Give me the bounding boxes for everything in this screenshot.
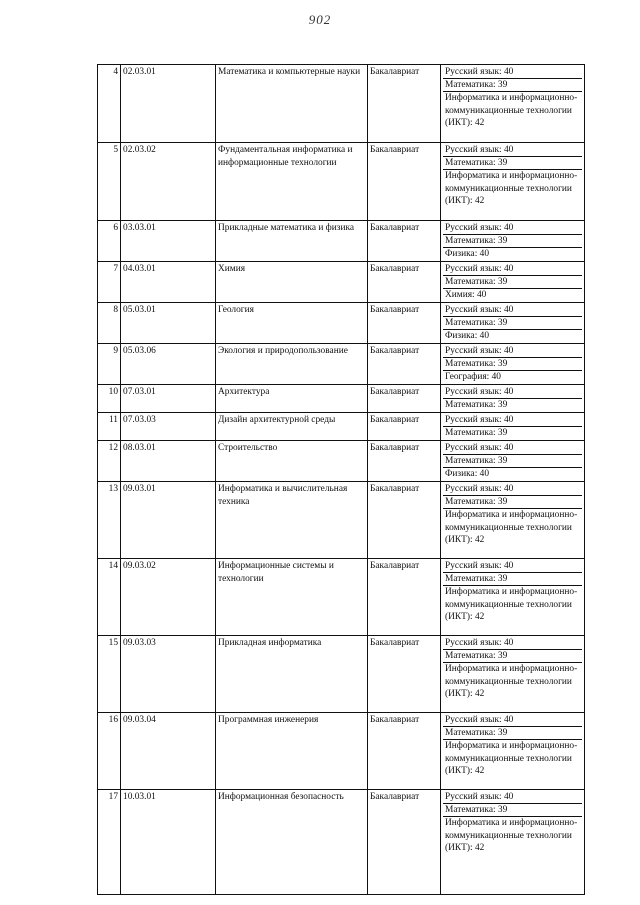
table-row: [98, 344, 585, 385]
education-level: Бакалавриат: [368, 790, 441, 895]
exam-requirement: Математика: 39: [443, 275, 582, 288]
table-row: [98, 143, 585, 221]
exam-requirement: Русский язык: 40: [445, 484, 514, 494]
specialty-code: 07.03.01: [121, 385, 216, 413]
education-level: Бакалавриат: [368, 441, 441, 482]
table-row: [98, 441, 585, 482]
exam-requirement: Математика: 39: [443, 726, 582, 739]
education-level: Бакалавриат: [368, 636, 441, 713]
exam-requirement: Информатика и информационно-коммуникационные технологии (ИКТ): 42: [443, 662, 582, 701]
exam-requirement: Русский язык: 40: [445, 443, 514, 453]
table-row: [98, 636, 585, 713]
specialty-code: 05.03.06: [121, 344, 216, 385]
exam-requirement: Физика: 40: [443, 467, 582, 480]
education-level: Бакалавриат: [368, 559, 441, 636]
row-number: 13: [98, 482, 121, 559]
page-number: 902: [308, 12, 332, 27]
row-number: 10: [98, 385, 121, 413]
specialty-name: Геология: [216, 303, 368, 344]
table-row: [98, 221, 585, 262]
exam-requirement: Математика: 39: [443, 234, 582, 247]
exam-requirement: Физика: 40: [443, 329, 582, 342]
exam-requirement: Информатика и информационно-коммуникационные технологии (ИКТ): 42: [443, 585, 582, 624]
specialty-code: 08.03.01: [121, 441, 216, 482]
specialty-name: Прикладные математика и физика: [216, 221, 368, 262]
table-row: [98, 482, 585, 559]
table-row: [98, 262, 585, 303]
exam-requirement: Русский язык: 40: [445, 67, 514, 77]
exam-requirement: Информатика и информационно-коммуникационные технологии (ИКТ): 42: [443, 816, 582, 855]
education-level: Бакалавриат: [368, 303, 441, 344]
exam-list: [441, 303, 585, 344]
exam-list: [441, 559, 585, 636]
exam-requirement: Информатика и информационно-коммуникационные технологии (ИКТ): 42: [443, 739, 582, 778]
row-number: 7: [98, 262, 121, 303]
specialty-name: Архитектура: [216, 385, 368, 413]
row-number: 9: [98, 344, 121, 385]
specialty-name: Математика и компьютерные науки: [216, 65, 368, 143]
exam-list: [441, 713, 585, 790]
exam-list: [441, 482, 585, 559]
education-level: Бакалавриат: [368, 65, 441, 143]
exam-list: [441, 221, 585, 262]
specialty-code: 09.03.02: [121, 559, 216, 636]
specialty-code: 02.03.02: [121, 143, 216, 221]
exam-requirement: Русский язык: 40: [445, 387, 514, 397]
specialty-code: 10.03.01: [121, 790, 216, 895]
table-row: [98, 413, 585, 441]
exam-requirement: Физика: 40: [443, 247, 582, 260]
specialty-name: Программная инженерия: [216, 713, 368, 790]
specialty-name: Фундаментальная информатика и информационные технологии: [216, 143, 368, 221]
table-row: [98, 385, 585, 413]
row-number: 4: [98, 65, 121, 143]
exam-requirement: Математика: 39: [443, 572, 582, 585]
specialty-code: 09.03.03: [121, 636, 216, 713]
exam-requirement: Русский язык: 40: [445, 792, 514, 802]
table-row: [98, 790, 585, 895]
exam-requirement: Русский язык: 40: [445, 264, 514, 274]
specialty-code: 05.03.01: [121, 303, 216, 344]
row-number: 16: [98, 713, 121, 790]
exam-requirement: Математика: 39: [443, 357, 582, 370]
specialties-table: [97, 64, 585, 895]
exam-requirement: Русский язык: 40: [445, 638, 514, 648]
row-number: 11: [98, 413, 121, 441]
exam-list: [441, 143, 585, 221]
table-row: [98, 713, 585, 790]
row-number: 17: [98, 790, 121, 895]
exam-requirement: Математика: 39: [443, 649, 582, 662]
education-level: Бакалавриат: [368, 262, 441, 303]
row-number: 12: [98, 441, 121, 482]
exam-requirement: Математика: 39: [443, 156, 582, 169]
exam-requirement: Русский язык: 40: [445, 415, 514, 425]
table-row: [98, 65, 585, 143]
exam-requirement: Математика: 39: [443, 426, 582, 439]
specialty-code: 03.03.01: [121, 221, 216, 262]
exam-requirement: Математика: 39: [443, 454, 582, 467]
exam-requirement: География: 40: [443, 370, 582, 383]
education-level: Бакалавриат: [368, 221, 441, 262]
exam-requirement: Русский язык: 40: [445, 715, 514, 725]
table-row: [98, 303, 585, 344]
specialty-name: Прикладная информатика: [216, 636, 368, 713]
specialty-name: Химия: [216, 262, 368, 303]
exam-list: [441, 344, 585, 385]
education-level: Бакалавриат: [368, 713, 441, 790]
exam-requirement: Информатика и информационно-коммуникационные технологии (ИКТ): 42: [443, 91, 582, 130]
education-level: Бакалавриат: [368, 143, 441, 221]
exam-requirement: Русский язык: 40: [445, 145, 514, 155]
education-level: Бакалавриат: [368, 413, 441, 441]
specialty-code: 02.03.01: [121, 65, 216, 143]
exam-requirement: Математика: 39: [443, 803, 582, 816]
exam-list: [441, 636, 585, 713]
specialty-code: 07.03.03: [121, 413, 216, 441]
exam-list: [441, 262, 585, 303]
specialty-name: Информационные системы и технологии: [216, 559, 368, 636]
exam-requirement: Математика: 39: [443, 316, 582, 329]
exam-requirement: Информатика и информационно-коммуникационные технологии (ИКТ): 42: [443, 169, 582, 208]
exam-list: [441, 413, 585, 441]
specialty-name: Информатика и вычислительная техника: [216, 482, 368, 559]
exam-requirement: Русский язык: 40: [445, 561, 514, 571]
education-level: Бакалавриат: [368, 482, 441, 559]
exam-requirement: Русский язык: 40: [445, 223, 514, 233]
row-number: 14: [98, 559, 121, 636]
specialty-name: Экология и природопользование: [216, 344, 368, 385]
exam-list: [441, 441, 585, 482]
exam-requirement: Информатика и информационно-коммуникационные технологии (ИКТ): 42: [443, 508, 582, 547]
specialty-name: Информационная безопасность: [216, 790, 368, 895]
exam-requirement: Русский язык: 40: [445, 346, 514, 356]
education-level: Бакалавриат: [368, 385, 441, 413]
row-number: 8: [98, 303, 121, 344]
exam-list: [441, 65, 585, 143]
row-number: 15: [98, 636, 121, 713]
education-level: Бакалавриат: [368, 344, 441, 385]
row-number: 6: [98, 221, 121, 262]
exam-requirement: Математика: 39: [443, 398, 582, 411]
exam-list: [441, 790, 585, 895]
exam-requirement: Химия: 40: [443, 288, 582, 301]
exam-requirement: Математика: 39: [443, 495, 582, 508]
exam-requirement: Математика: 39: [443, 78, 582, 91]
exam-list: [441, 385, 585, 413]
exam-requirement: Русский язык: 40: [445, 305, 514, 315]
specialty-code: 04.03.01: [121, 262, 216, 303]
specialty-code: 09.03.01: [121, 482, 216, 559]
row-number: 5: [98, 143, 121, 221]
specialty-name: Дизайн архитектурной среды: [216, 413, 368, 441]
table-row: [98, 559, 585, 636]
specialty-name: Строительство: [216, 441, 368, 482]
specialty-code: 09.03.04: [121, 713, 216, 790]
